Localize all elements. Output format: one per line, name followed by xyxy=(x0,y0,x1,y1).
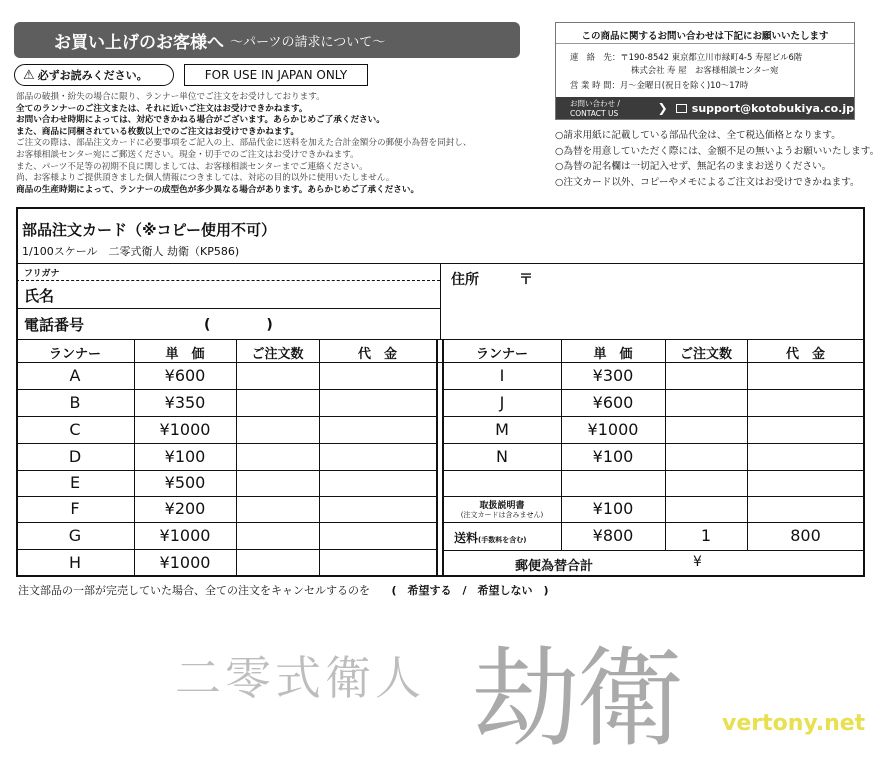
manual-label: 取扱説明書 xyxy=(479,501,525,511)
header-banner xyxy=(14,22,520,58)
total-label: 郵便為替合計 xyxy=(514,559,593,574)
right-note: ○請求用紙に記載している部品代金は、全て税込価格となります。 xyxy=(555,130,841,141)
manual-note: (注文カードは含みません) xyxy=(460,511,544,519)
runner-price: ¥600 xyxy=(164,366,206,385)
runner-price: ¥500 xyxy=(164,473,206,492)
runner-label: C xyxy=(69,420,81,439)
banner-subtitle: ～パーツの請求について～ xyxy=(230,34,386,50)
note-line: 商品の生産時期によって、ランナーの成型色が多少異なる場合があります。あらかじめご了承ください。 xyxy=(16,184,420,195)
header-qty-left: ご注文数 xyxy=(251,347,304,362)
runner-label: J xyxy=(499,393,505,412)
note-line: お問い合わせ時期によっては、対応できかねる場合がございます。あらかじめご了承ください。 xyxy=(16,115,385,126)
right-note: ○為替を用意していただく際には、金額不足の無いようお願いいたします。 xyxy=(555,145,880,157)
contact-address-row xyxy=(570,51,802,63)
cancel-text: 注文部品の一部が完売していた場合、全ての注文をキャンセルするのを xyxy=(18,584,370,597)
shipping-qty: 1 xyxy=(700,526,712,545)
right-notes xyxy=(555,128,879,191)
runner-price: ¥1000 xyxy=(159,553,211,572)
runner-label: N xyxy=(496,447,508,466)
runner-price: ¥200 xyxy=(164,499,206,518)
runner-label: B xyxy=(69,393,81,412)
note-line: 全てのランナーのご注文または、それに近いご注文はお受けできかねます。 xyxy=(16,103,308,114)
header-amount-left: 代 金 xyxy=(357,347,397,362)
phone-label: 電話番号 xyxy=(24,316,85,334)
runner-price: ¥1000 xyxy=(159,526,211,545)
cancel-preference xyxy=(18,582,549,598)
header-amount-right: 代 金 xyxy=(785,347,825,362)
runner-label: E xyxy=(69,473,81,492)
header-runner-left: ランナー xyxy=(48,347,101,362)
contact-hours: 月～金曜日(祝日を除く)10～17時 xyxy=(619,80,749,90)
contact-company: 株式会社 寿 屋 お客様相談センター宛 xyxy=(631,65,779,75)
runner-price: ¥1000 xyxy=(587,420,639,439)
japan-only-badge: FOR USE IN JAPAN ONLY xyxy=(184,64,368,86)
postal-mark: 〒 xyxy=(519,272,533,288)
runner-price: ¥100 xyxy=(164,447,206,466)
shipping-total: 800 xyxy=(790,526,821,545)
contact-address-label: 連 絡 先： xyxy=(570,52,621,62)
right-note: ○注文カード以外、コピーやメモによるご注文はお受けできかねます。 xyxy=(555,177,860,189)
phone-parens: ( ) xyxy=(204,317,273,333)
manual-price: ¥100 xyxy=(592,499,634,518)
must-read-label: 必ずお読みください。 xyxy=(37,69,148,82)
runner-price: ¥600 xyxy=(592,393,634,412)
contact-address: 〒190-8542 東京都立川市緑町4-5 寿屋ビル6階 xyxy=(620,52,803,62)
product-logo-watermark: 劫衛 xyxy=(472,637,681,762)
runner-label: H xyxy=(68,553,82,572)
shipping-note: (手数料を含む) xyxy=(478,536,527,544)
note-line: また、パーツ不足等の初期不良に関しましては、お客様相談センターまでご連絡ください。 xyxy=(16,161,368,172)
order-card-subtitle: 1/100スケール 二零式衛人 劫衛（KP586) xyxy=(22,245,240,258)
name-field[interactable] xyxy=(70,282,436,306)
note-line: お客様相談センター宛にご郵送ください。現金・切手でのご注文はお受けできかねます。 xyxy=(16,149,359,160)
order-card-title: 部品注文カード（※コピー使用不可） xyxy=(22,221,276,239)
shipping-label: 送料 xyxy=(454,531,479,545)
runner-label: G xyxy=(68,526,82,545)
shipping-price: ¥800 xyxy=(592,526,634,545)
banner-title: お買い上げのお客様へ xyxy=(54,32,224,53)
runner-price: ¥350 xyxy=(164,393,206,412)
runner-price: ¥100 xyxy=(592,447,634,466)
runner-label: I xyxy=(499,366,505,385)
note-line: また、商品に同梱されている枚数以上でのご注文はお受けできかねます。 xyxy=(16,126,299,137)
cancel-options[interactable]: ( 希望する / 希望しない ) xyxy=(391,584,549,597)
chevron-right-icon: ❯ xyxy=(657,101,668,115)
contact-box xyxy=(555,22,855,120)
runner-label: F xyxy=(70,499,80,518)
header-qty-right: ご注文数 xyxy=(679,347,732,362)
note-line: 部品の破損・紛失の場合に限り、ランナー単位でご注文をお受けしております。 xyxy=(16,92,325,102)
name-label: 氏名 xyxy=(24,287,55,305)
phone-field[interactable] xyxy=(100,310,436,337)
contact-us-label: お問い合わせ / CONTACT US xyxy=(570,99,620,118)
runner-price: ¥1000 xyxy=(159,420,211,439)
mail-icon xyxy=(676,104,687,113)
product-name-watermark: 二零式衛人 xyxy=(175,651,425,705)
contact-hours-row xyxy=(570,79,748,91)
must-read-badge xyxy=(14,64,174,86)
contact-hours-label: 営 業 時 間： xyxy=(570,80,620,90)
contact-title: この商品に関するお問い合わせは下記にお願いいたします xyxy=(581,31,829,42)
runner-price: ¥300 xyxy=(592,366,634,385)
shipping-label-wrap xyxy=(454,529,526,546)
contact-footer xyxy=(556,97,854,119)
site-watermark: vertony.net xyxy=(722,711,866,736)
runner-label: D xyxy=(68,447,82,466)
runner-label: A xyxy=(69,366,81,385)
header-price-right: 単 価 xyxy=(593,347,633,362)
support-email[interactable]: support@kotobukiya.co.jp xyxy=(691,101,854,115)
note-line: 尚、お客様よりご提供頂きました個人情報につきましては、対応の目的以外に使用いたしません。 xyxy=(16,173,395,184)
order-notes xyxy=(16,92,546,196)
runner-label: M xyxy=(495,420,509,439)
header-runner-right: ランナー xyxy=(475,347,528,362)
furigana-label: フリガナ xyxy=(24,269,60,279)
address-label: 住所 xyxy=(451,272,479,288)
total-yen: ¥ xyxy=(693,554,702,570)
right-note: ○為替の記名欄は一切記入せず、無記名のままお送りください。 xyxy=(555,161,832,173)
warning-icon: ⚠ xyxy=(23,67,35,83)
note-line: ご注文の際は、部品注文カードに必要事項をご記入の上、部品代金に送料を加えた合計金額分の郵便小為替を同封し、 xyxy=(16,138,472,149)
header-price-left: 単 価 xyxy=(165,347,205,362)
address-field[interactable] xyxy=(540,266,860,336)
